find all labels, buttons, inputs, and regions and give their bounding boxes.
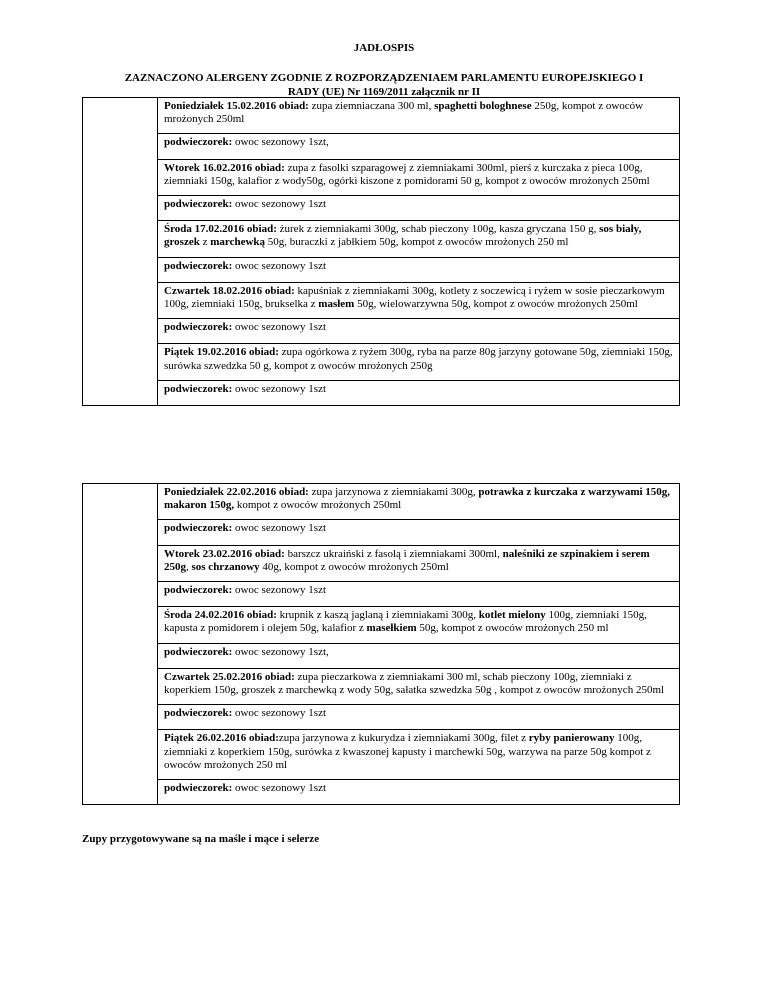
meal-label: obiad: bbox=[246, 609, 277, 622]
week-1-side-cell bbox=[83, 98, 158, 406]
table-row bbox=[83, 196, 680, 221]
allergen-item: kotlet mielony bbox=[478, 609, 546, 622]
allergen-item: marchewką bbox=[210, 236, 266, 249]
day-date: Środa 17.02.2016 bbox=[164, 223, 245, 236]
meal-label: obiad: bbox=[254, 161, 285, 174]
thursday-snack-cell bbox=[158, 705, 680, 730]
table-row bbox=[83, 257, 680, 282]
snack-text: owoc sezonowy 1szt bbox=[234, 522, 327, 535]
day-date: Piątek 26.02.2016 bbox=[164, 732, 247, 745]
meal-text: żurek z ziemniakami 300g, schab pieczony 100g, kasza gryczana 150 g, bbox=[279, 223, 597, 236]
meal-text: 50g, buraczki z jabłkiem 50g, kompot z owoców mrożonych 250 ml bbox=[267, 236, 569, 249]
meal-label: obiad: bbox=[278, 100, 309, 112]
meal-label: obiad: bbox=[246, 223, 277, 236]
snack-label: podwieczorek: bbox=[164, 707, 233, 720]
snack-label: podwieczorek: bbox=[164, 645, 233, 658]
meal-text: zupa jarzynowa z kukurydza i ziemniakami 300g, filet z bbox=[278, 732, 527, 745]
snack-label: podwieczorek: bbox=[164, 321, 233, 334]
allergen-notice-line-2: RADY (UE) Nr 1169/2011 załącznik nr II bbox=[287, 86, 481, 98]
day-date: Czwartek 18.02.2016 bbox=[164, 284, 263, 297]
snack-text: owoc sezonowy 1szt bbox=[234, 259, 327, 272]
snack-label: podwieczorek: bbox=[164, 259, 233, 272]
wednesday-lunch-cell bbox=[158, 607, 680, 643]
table-row bbox=[83, 221, 680, 257]
meal-text: zupa ziemniaczana 300 ml, bbox=[311, 100, 432, 112]
allergen-item: masełkiem bbox=[366, 622, 417, 635]
day-date: Czwartek 25.02.2016 bbox=[164, 670, 263, 683]
allergen-item: potrawka z kurczaka z warzywami 150g, makaron 150g, bbox=[164, 486, 671, 512]
monday-snack-cell bbox=[158, 520, 680, 545]
table-row bbox=[83, 344, 680, 380]
table-row bbox=[83, 643, 680, 668]
table-row bbox=[83, 484, 680, 520]
wednesday-snack-cell bbox=[158, 257, 680, 282]
table-row bbox=[83, 582, 680, 607]
allergen-item: masłem bbox=[318, 298, 355, 311]
monday-lunch-cell bbox=[158, 484, 680, 520]
table-row bbox=[83, 380, 680, 405]
meal-label: obiad: bbox=[248, 732, 279, 745]
meal-text: 40g, kompot z owoców mrożonych 250ml bbox=[262, 560, 449, 573]
week-1-menu-table bbox=[82, 97, 680, 406]
table-row bbox=[83, 545, 680, 581]
snack-label: podwieczorek: bbox=[164, 522, 233, 535]
snack-label: podwieczorek: bbox=[164, 584, 233, 597]
table-row bbox=[83, 607, 680, 643]
allergen-item: naleśniki ze szpinakiem i serem 250g bbox=[164, 547, 650, 573]
page-title: JADŁOSPIS bbox=[353, 42, 415, 54]
meal-label: obiad: bbox=[278, 486, 309, 498]
snack-label: podwieczorek: bbox=[164, 136, 233, 149]
thursday-lunch-cell bbox=[158, 668, 680, 704]
table-row bbox=[83, 780, 680, 805]
allergen-item: ryby panierowany bbox=[528, 732, 615, 745]
meal-text: zupa pieczarkowa z ziemniakami 300 ml, schab pieczony 100g, ziemniaki z koperkiem 150g, groszek z marchewką z wody 50g, sałatka szwedzka 50g , kompot z owoców mrożonych 250ml bbox=[164, 670, 665, 697]
meal-text: krupnik z kaszą jaglaną i ziemniakami 300g, bbox=[279, 609, 477, 622]
meal-text: , bbox=[186, 560, 189, 573]
meal-text: 50g, wielowarzywna 50g, kompot z owoców mrożonych 250ml bbox=[357, 298, 638, 311]
table-row bbox=[83, 705, 680, 730]
friday-snack-cell bbox=[158, 380, 680, 405]
tuesday-snack-cell bbox=[158, 582, 680, 607]
table-row bbox=[83, 668, 680, 704]
day-date: Wtorek 23.02.2016 bbox=[164, 547, 253, 560]
table-row bbox=[83, 520, 680, 545]
snack-text: owoc sezonowy 1szt bbox=[234, 382, 327, 395]
table-row bbox=[83, 319, 680, 344]
meal-label: obiad: bbox=[254, 547, 285, 560]
table-row bbox=[83, 134, 680, 159]
day-date: Poniedziałek 15.02.2016 bbox=[164, 100, 277, 112]
allergen-notice bbox=[90, 71, 678, 99]
wednesday-lunch-cell bbox=[158, 221, 680, 257]
table-row bbox=[83, 98, 680, 134]
allergen-item: sos biały, groszek bbox=[164, 223, 642, 249]
meal-text: 100g, ziemniaki z koperkiem 150g, surówka z kwaszonej kapusty i marchewki 50g, warzywa na parze 50g kompot z owoców mrożonych 250 ml bbox=[164, 732, 651, 771]
snack-text: owoc sezonowy 1szt bbox=[234, 198, 327, 211]
friday-lunch-cell bbox=[158, 730, 680, 780]
friday-lunch-cell bbox=[158, 344, 680, 380]
snack-text: owoc sezonowy 1szt bbox=[234, 584, 327, 597]
meal-text: barszcz ukraiński z fasolą i ziemniakami 300ml, bbox=[287, 547, 500, 560]
week-2-side-cell bbox=[83, 484, 158, 805]
tuesday-snack-cell bbox=[158, 196, 680, 221]
day-date: Wtorek 16.02.2016 bbox=[164, 161, 253, 174]
snack-text: owoc sezonowy 1szt bbox=[234, 321, 327, 334]
snack-text: owoc sezonowy 1szt, bbox=[234, 645, 329, 658]
snack-label: podwieczorek: bbox=[164, 198, 233, 211]
snack-label: podwieczorek: bbox=[164, 382, 233, 395]
snack-text: owoc sezonowy 1szt, bbox=[234, 136, 329, 149]
week-2-menu-table bbox=[82, 483, 680, 805]
tuesday-lunch-cell bbox=[158, 159, 680, 195]
wednesday-snack-cell bbox=[158, 643, 680, 668]
meal-text: z bbox=[202, 236, 208, 249]
meal-text: 50g, kompot z owoców mrożonych 250 ml bbox=[419, 622, 609, 635]
meal-text: zupa ogórkowa z ryżem 300g, ryba na parze 80g jarzyny gotowane 50g, ziemniaki 150g, surówka szwedzka 50 g, kompot z owoców mrożonych 250g bbox=[164, 346, 673, 372]
monday-snack-cell bbox=[158, 134, 680, 159]
soup-preparation-note: Zupy przygotowywane są na maśle i mące i selerze bbox=[82, 833, 320, 845]
table-row bbox=[83, 282, 680, 318]
day-date: Środa 24.02.2016 bbox=[164, 609, 245, 622]
allergen-item: spaghetti bologhnese bbox=[434, 100, 532, 112]
day-date: Poniedziałek 22.02.2016 bbox=[164, 486, 277, 498]
thursday-snack-cell bbox=[158, 319, 680, 344]
allergen-notice-line-1: ZAZNACZONO ALERGENY ZGODNIE Z ROZPORZĄDZENIAEM PARLAMENTU EUROPEJSKIEGO I bbox=[124, 72, 644, 84]
snack-text: owoc sezonowy 1szt bbox=[234, 782, 327, 795]
day-date: Piątek 19.02.2016 bbox=[164, 346, 247, 359]
friday-snack-cell bbox=[158, 780, 680, 805]
meal-text: kapuśniak z ziemniakami 300g, kotlety z soczewicą i ryżem w sosie pieczarkowym 100g, ziemniaki 150g, brukselka z bbox=[164, 284, 665, 311]
meal-label: obiad: bbox=[248, 346, 279, 359]
snack-label: podwieczorek: bbox=[164, 782, 233, 795]
table-row bbox=[83, 159, 680, 195]
monday-lunch-cell bbox=[158, 98, 680, 134]
table-row bbox=[83, 730, 680, 780]
meal-text: zupa z fasolki szparagowej z ziemniakami 300ml, pierś z kurczaka z pieca 100g, ziemniaki 150g, kalafior z wody50g, ogórki kiszone z pomidorami 50 g, kompot z owoców mrożonych 250ml bbox=[164, 161, 650, 187]
meal-text: zupa jarzynowa z ziemniakami 300g, bbox=[311, 486, 476, 498]
tuesday-lunch-cell bbox=[158, 545, 680, 581]
meal-text: 250g, kompot z owoców mrożonych 250ml bbox=[164, 100, 644, 126]
meal-text: kompot z owoców mrożonych 250ml bbox=[236, 499, 402, 512]
thursday-lunch-cell bbox=[158, 282, 680, 318]
meal-label: obiad: bbox=[264, 670, 295, 683]
meal-label: obiad: bbox=[264, 284, 295, 297]
snack-text: owoc sezonowy 1szt bbox=[234, 707, 327, 720]
allergen-item: sos chrzanowy bbox=[191, 560, 260, 573]
meal-text: 100g, ziemniaki 150g, kapusta z pomidorem i olejem 50g, kalafior z bbox=[164, 609, 647, 635]
